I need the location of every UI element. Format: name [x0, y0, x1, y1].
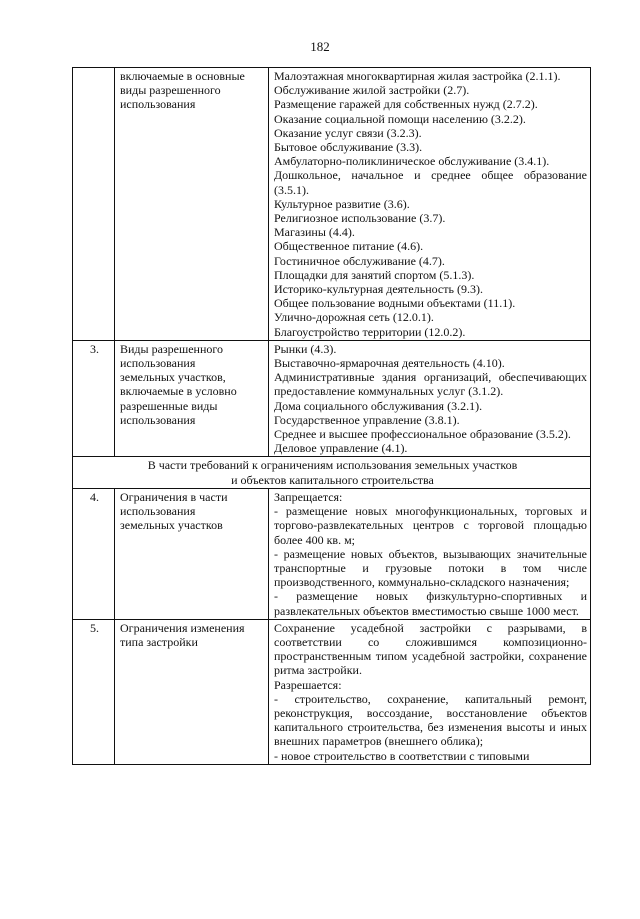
list-item: - строительство, сохранение, капитальный ремонт, реконструкция, воссоздание, восстановление объектов капитального строительства, без изменения высоты и иных внешних параметров (внешнего облика);	[274, 691, 587, 749]
list-item: Культурное развитие (3.6).	[274, 196, 410, 211]
list-item: Общественное питание (4.6).	[274, 239, 424, 254]
list-item: Рынки (4.3).	[274, 341, 337, 356]
list-item: - размещение новых физкультурно-спортивных и развлекательных объектов вместимостью свыше 1000 мест.	[274, 589, 587, 618]
section-heading: В части требований к ограничениям использования земельных участков и объектов капитального строительства	[73, 457, 591, 488]
list-item: - новое строительство в соответствии с типовыми	[274, 748, 530, 763]
list-item: Общее пользование водными объектами (11.1).	[274, 296, 516, 311]
table-row	[73, 340, 591, 457]
list-item: Административные здания организаций, обеспечивающих предоставление коммунальных услуг (3.1.2).	[274, 370, 587, 399]
row-content	[269, 340, 591, 457]
list-item: Запрещается:	[274, 489, 343, 504]
list-item: Гостиничное обслуживание (4.7).	[274, 253, 445, 268]
row-content	[269, 68, 591, 341]
list-item: Размещение гаражей для собственных нужд (2.7.2).	[274, 97, 538, 112]
list-item: Религиозное использование (3.7).	[274, 211, 446, 226]
row-label: Виды разрешенного использования земельных участков, включаемые в условно разрешенные виды использования	[115, 340, 269, 457]
page-number: 182	[310, 39, 330, 54]
list-item: - размещение новых объектов, вызывающих значительные транспортные и грузовые потоки в том числе производственного, коммунально-складского назначения;	[274, 546, 587, 590]
row-label: Ограничения изменения типа застройки	[115, 619, 269, 764]
list-item: - размещение новых многофункциональных, торговых и торгово-развлекательных центров с торговой площадью более 400 кв. м;	[274, 504, 587, 547]
row-label: Ограничения в части использования земельных участков	[115, 488, 269, 619]
list-item: Деловое управление (4.1).	[274, 441, 408, 456]
table-row	[73, 68, 591, 341]
list-item: Улично-дорожная сеть (12.0.1).	[274, 310, 434, 325]
row-label: включаемые в основные виды разрешенного использования	[115, 68, 269, 341]
list-item: Сохранение усадебной застройки с разрывами, в соответствии со сложившимся композиционно-пространственным типом усадебной застройки, сохранение ритма застройки.	[274, 620, 587, 678]
list-item: Среднее и высшее профессиональное образование (3.5.2).	[274, 427, 571, 442]
list-item: Амбулаторно-поликлиническое обслуживание (3.4.1).	[274, 154, 550, 169]
row-content	[269, 488, 591, 619]
section-heading-row	[73, 457, 591, 488]
list-item: Историко-культурная деятельность (9.3).	[274, 282, 483, 297]
row-number	[73, 68, 115, 341]
row-number: 3.	[73, 340, 115, 457]
regulations-table	[72, 67, 591, 765]
list-item: Государственное управление (3.8.1).	[274, 412, 460, 427]
list-item: Благоустройство территории (12.0.2).	[274, 324, 466, 339]
table-row	[73, 488, 591, 619]
row-number: 5.	[73, 619, 115, 764]
list-item: Магазины (4.4).	[274, 225, 355, 240]
list-item: Площадки для занятий спортом (5.1.3).	[274, 267, 475, 282]
list-item: Бытовое обслуживание (3.3).	[274, 140, 423, 155]
list-item: Дошкольное, начальное и среднее общее образование (3.5.1).	[274, 168, 587, 197]
list-item: Малоэтажная многоквартирная жилая застройка (2.1.1).	[274, 69, 561, 83]
row-content	[269, 619, 591, 764]
list-item: Разрешается:	[274, 677, 342, 692]
list-item: Дома социального обслуживания (3.2.1).	[274, 398, 483, 413]
list-item: Оказание социальной помощи населению (3.2.2).	[274, 111, 526, 126]
list-item: Выставочно-ярмарочная деятельность (4.10).	[274, 356, 505, 371]
table-row	[73, 619, 591, 764]
row-number: 4.	[73, 488, 115, 619]
list-item: Оказание услуг связи (3.2.3).	[274, 125, 422, 140]
list-item: Обслуживание жилой застройки (2.7).	[274, 83, 470, 98]
